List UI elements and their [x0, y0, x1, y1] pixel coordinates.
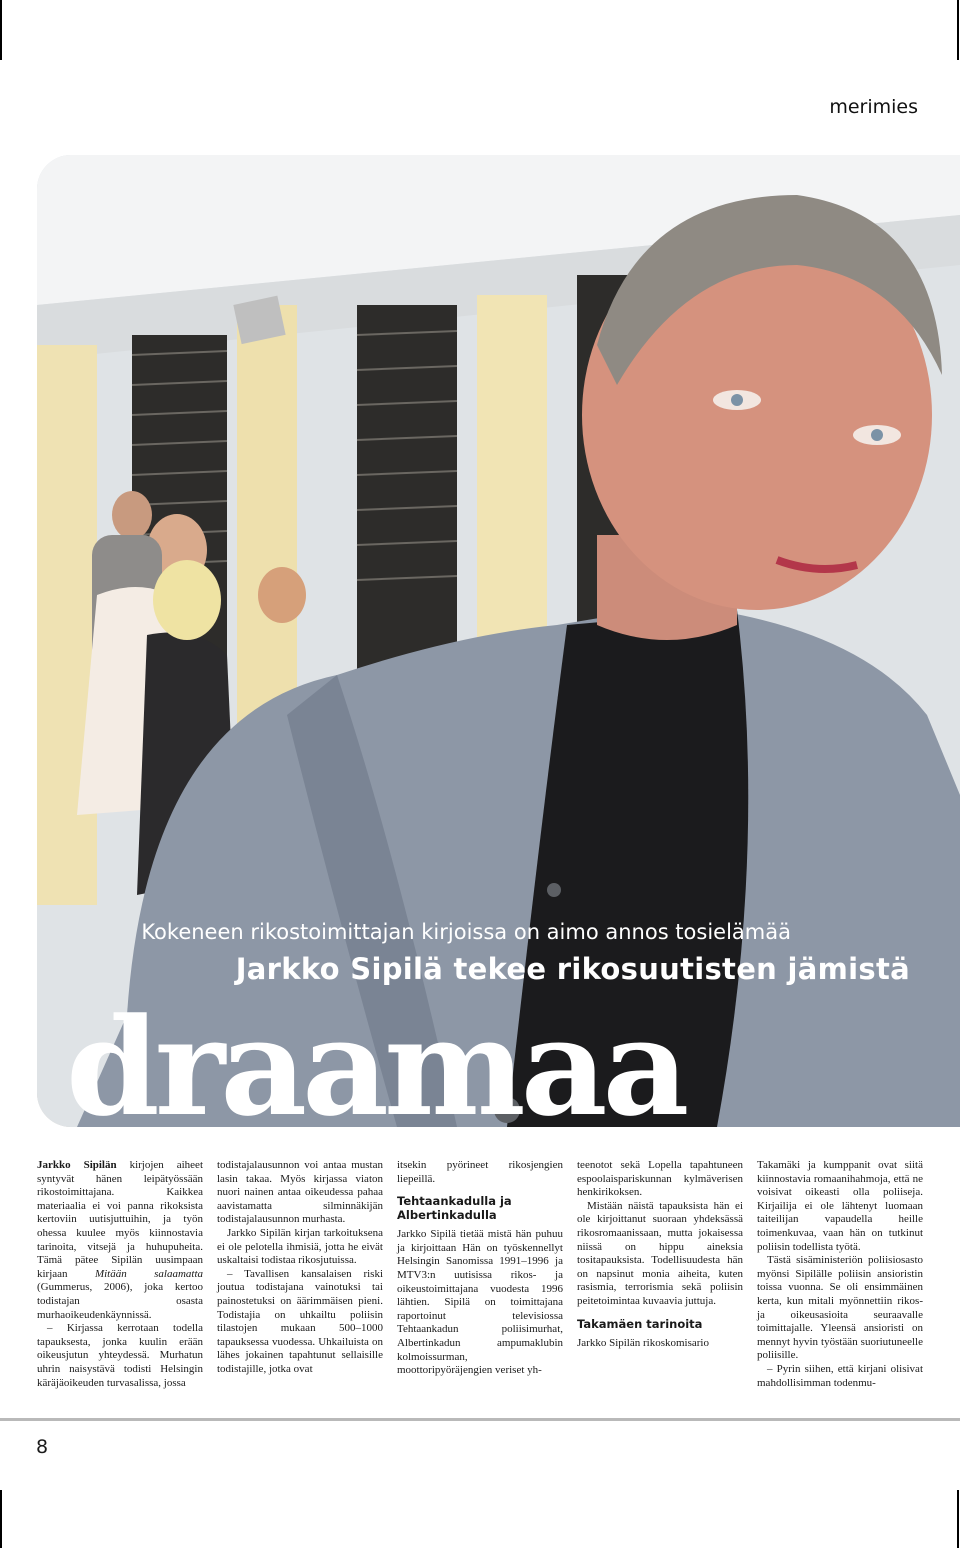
book-title: Mitään salaamatta: [94, 1267, 203, 1280]
paragraph-text: kirjojen aiheet syntyvät hänen leipätyössään rikostoimittajana. Kaikkea materiaalia ei voi panna rikoksista kertoviin uutisjuttuihin, ja työn ohessa kuulee myös kiinnostavia tarinoita, vitsejä ja huhupuheita. Tämä pätee Sipilän uusimpaan kirjaan: [37, 1159, 203, 1280]
column-5: [757, 1159, 923, 1390]
paragraph: Takamäki ja kumppanit ovat siitä kiinnostavia romaanihahmoja, että ne voisivat oikeasti olla poliiseja. Kirjailija ei ole lähtenyt luomaan taiteilijan vapaudella heille toimenkuvaa, vaan hän on tutkinut poliisin todellista työtä.: [757, 1159, 923, 1253]
page-number: 8: [36, 1436, 49, 1458]
crop-mark-bottom-right: [957, 1490, 959, 1548]
crop-mark-top-left: [0, 0, 2, 60]
paragraph: todistajalausunnon voi antaa mustan lasin takaa. Myös kirjassa viaton nuori nainen antaa oikeudessa pahaa aavistamatta silminnäkijän todistajalausunnon murhasta.: [217, 1159, 383, 1226]
paragraph: Mistään näistä tapauksista hän ei ole kirjoittanut suoraan yhdeksässä rikosromaanissaan, mutta jokaisessa niissä on hippu aineksia tositapauksista. Todellisuudesta hän on napsinut monia aiheita, kuten rasismia, terrorismia sekä poliisin peitetoimintaa kuvaavia juttuja.: [577, 1199, 743, 1307]
section-tag: merimies: [829, 96, 918, 118]
column-2: [217, 1159, 383, 1377]
article-headline: Jarkko Sipilä tekee rikosuutisten jämistä: [235, 952, 910, 986]
paragraph: – Tavallisen kansalaisen riski joutua todistajana vainotuksi tai painostetuksi on äärimmäisen pieni. Todistajia on uhkailtu poliisin tilastojen mukaan 500–1000 tapauksessa vuodessa. Uhkailuista on lähes jokainen tapahtunut sellaisille todistajille, jotka ovat: [217, 1267, 383, 1375]
column-4: [577, 1159, 743, 1350]
crop-mark-top-right: [957, 0, 959, 60]
footer-rule: [0, 1418, 960, 1421]
article-big-word: draamaa: [66, 988, 685, 1146]
article-subhead: Kokeneen rikostoimittajan kirjoissa on aimo annos tosielämää: [141, 920, 791, 944]
crop-mark-bottom-left: [0, 1490, 2, 1548]
paragraph: – Pyrin siihen, että kirjani olisivat mahdollisimman todenmu-: [757, 1362, 923, 1389]
subheading: Takamäen tarinoita: [577, 1316, 703, 1331]
paragraph: Tästä sisäministeriön poliisiosasto myönsi Sipilälle poliisin ansioristin toissa vuonna. Se oli ensimmäinen kerta, kun mitali myönnettiin rikos- ja oikeusasioita seuraavalle toimittajalle. Yleensä ansioristi on mennyt hyvin työstään suoriutuneelle poliisille.: [757, 1254, 923, 1362]
paragraph: – Kirjassa kerrotaan todella tapauksesta, jonka kuulin erään oikeusjutun yhteydessä. Murhatun uhrin naisystävä todisti Helsingin käräjäoikeuden turvasalissa, jossa: [37, 1322, 203, 1389]
paragraph: Jarkko Sipilän rikoskomisario: [577, 1336, 709, 1349]
subheading: Tehtaankadulla ja Albertinkadulla: [397, 1194, 512, 1223]
paragraph: Jarkko Sipilä tietää mistä hän puhuu ja kirjoittaan Hän on työskennellyt Helsingin Sanomissa 1991–1996 ja MTV3:n uutisissa rikos- ja oikeustoimittajana vuodesta 1996 lähtien. Sipilä on toimittajana raportoinut televisiossa Tehtaankadun poliisimurhat, Albertinkadun ampumaklubin kolmoissurman, moottoripyöräjengien veriset yh-: [397, 1228, 563, 1377]
paragraph: teenotot sekä Lopella tapahtuneen espoolaispariskunnan kylmäverisen henkirikoksen.: [577, 1159, 743, 1199]
paragraph-text: (Gummerus, 2006), joka kertoo todistajan osasta murhaoikeudenkäynnissä.: [37, 1281, 203, 1321]
column-3: [397, 1159, 563, 1378]
column-1: [37, 1159, 203, 1390]
paragraph: Jarkko Sipilän kirjan tarkoituksena ei ole pelotella ihmisiä, jotta he eivät uskaltaisi todistaa rikosjutuissa.: [217, 1226, 383, 1267]
paragraph: itsekin pyörineet rikosjengien liepeillä.: [397, 1159, 563, 1185]
paragraph: [37, 1159, 203, 1322]
lead-name: Jarkko Sipilän: [37, 1159, 117, 1171]
